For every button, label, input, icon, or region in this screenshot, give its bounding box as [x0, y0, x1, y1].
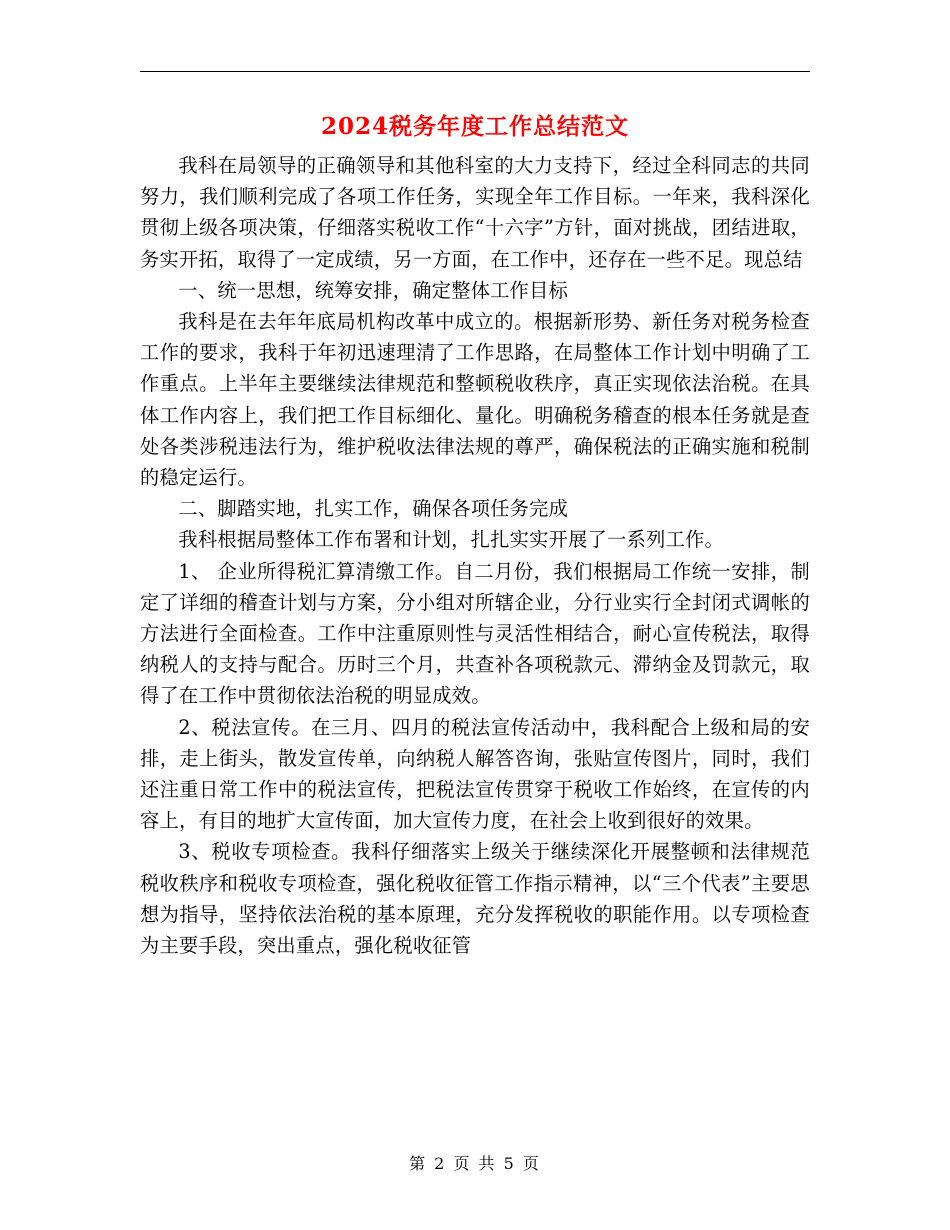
paragraph-section-1: 我科是在去年年底局机构改革中成立的。根据新形势、新任务对税务检查工作的要求，我科于年初迅速理清了工作思路，在局整体工作计划中明确了工作重点。上半年主要继续法律规范和整顿税收秩序，真正实现依法治税。在具体工作内容上，我们把工作目标细化、量化。明确税务稽查的根本任务就是查处各类涉税违法行为，维护税收法律法规的尊严，确保税法的正确实施和税制的稳定运行。 [140, 310, 810, 490]
page-footer: 第 2 页 共 5 页 [409, 1154, 541, 1173]
document-title: 2024税务年度工作总结范文 [320, 113, 629, 140]
section-heading-1: 一、统一思想，统筹安排，确定整体工作目标 [178, 278, 569, 302]
section-heading-2: 二、脚踏实地，扎实工作，确保各项任务完成 [178, 497, 569, 521]
header-rule [140, 71, 810, 72]
paragraph-item-3: 3、税收专项检查。我科仔细落实上级关于继续深化开展整顿和法律规范税收秩序和税收专项检查，强化税收征管工作指示精神，以“三个代表”主要思想为指导，坚持依法治税的基本原理，充分发挥税收的职能作用。以专项检查为主要手段，突出重点，强化税收征管 [140, 840, 810, 958]
paragraph-intro: 我科在局领导的正确领导和其他科室的大力支持下，经过全科同志的共同努力，我们顺利完成了各项工作任务，实现全年工作目标。一年来，我科深化贯彻上级各项决策，仔细落实税收工作“十六字”方针，面对挑战，团结进取，务实开拓，取得了一定成绩，另一方面，在工作中，还存在一些不足。现总结 [140, 154, 810, 271]
document-body [140, 150, 810, 961]
paragraph-item-1: 1、 企业所得税汇算清缴工作。自二月份，我们根据局工作统一安排，制定了详细的稽查计划与方案，分小组对所辖企业，分行业实行全封闭式调帐的方法进行全面检查。工作中注重原则性与灵活性相结合，耐心宣传税法，取得纳税人的支持与配合。历时三个月，共查补各项税款元、滞纳金及罚款元，取得了在工作中贯彻依法治税的明显成效。 [140, 559, 810, 708]
paragraph-section-2-intro: 我科根据局整体工作布署和计划，扎扎实实开展了一系列工作。 [178, 528, 725, 552]
paragraph-item-2: 2、税法宣传。在三月、四月的税法宣传活动中，我科配合上级和局的安排，走上街头，散发宣传单，向纳税人解答咨询，张贴宣传图片，同时，我们还注重日常工作中的税法宣传，把税法宣传贯穿于税收工作始终，在宣传的内容上，有目的地扩大宣传面，加大宣传力度，在社会上收到很好的效果。 [140, 715, 810, 833]
